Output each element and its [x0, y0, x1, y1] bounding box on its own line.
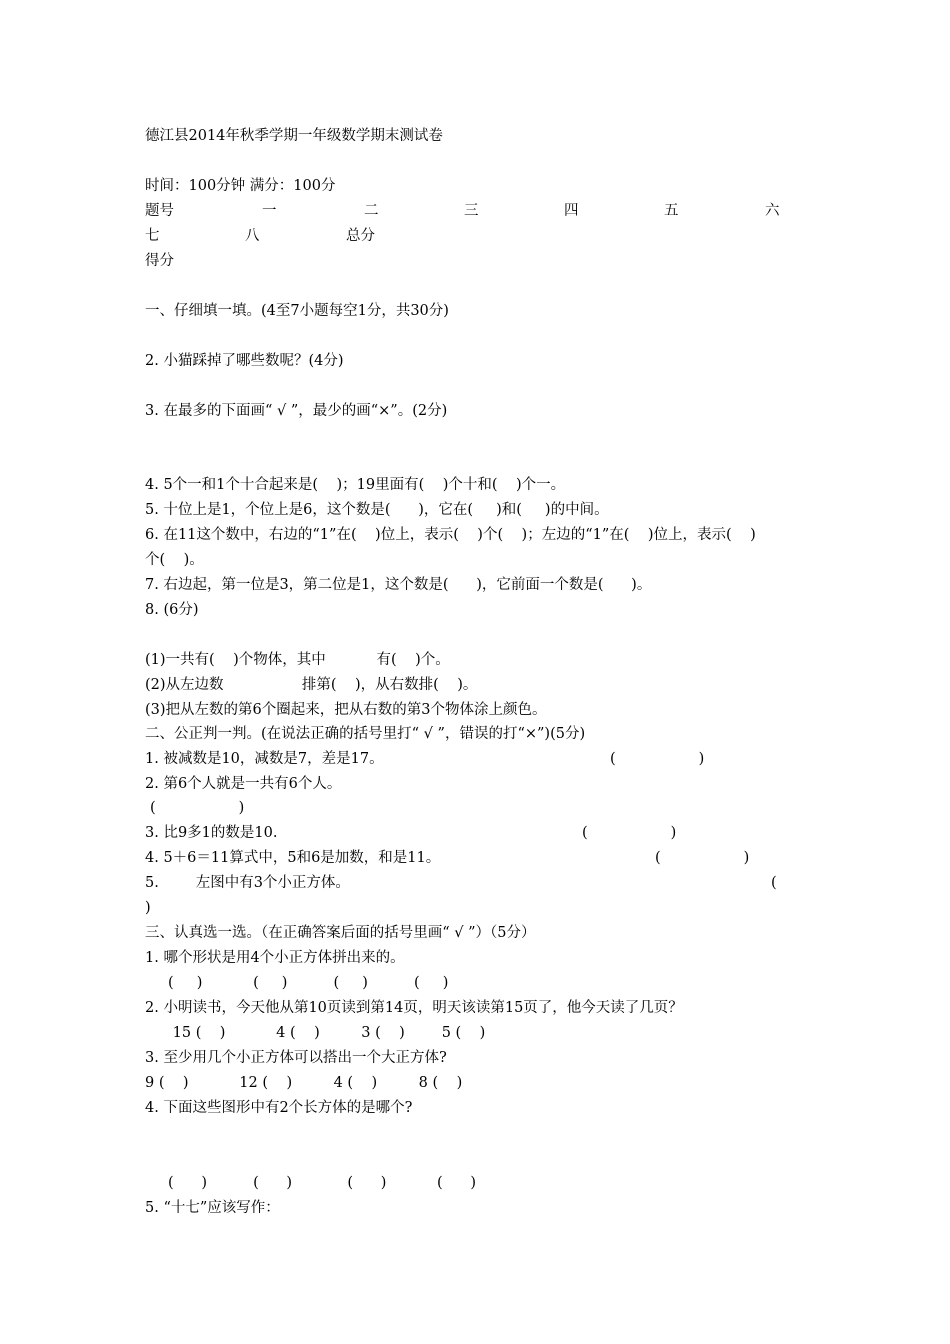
section1-heading: 一、仔细填一填。(4至7小题每空1分，共30分): [145, 303, 449, 319]
section2-q4: 4. 5＋6＝11算式中，5和6是加数，和是11。: [145, 850, 441, 866]
section3-q4: 4. 下面这些图形中有2个长方体的是哪个?: [145, 1100, 413, 1116]
section1-q8-3: (3)把从左数的第6个圈起来，把从右数的第3个物体涂上颜色。: [145, 702, 547, 718]
section1-q8-1: (1)一共有( )个物体，其中 有( )个。: [145, 652, 450, 668]
section3-q3: 3. 至少用几个小正方体可以搭出一个大正方体?: [145, 1050, 447, 1066]
score-table-label-number: 题号: [145, 203, 174, 219]
section1-q8-2: (2)从左边数 排第( )，从右数排( )。: [145, 677, 478, 693]
section2-q3: 3. 比9多1的数是10.: [145, 825, 278, 841]
section2-q2: 2. 第6个人就是一共有6个人。: [145, 776, 342, 792]
section3-q2-options[interactable]: 15 ( ) 4 ( ) 3 ( ) 5 ( ): [145, 1025, 486, 1041]
answer-bracket[interactable]: ( ): [582, 825, 677, 841]
section2-q1: 1. 被减数是10，减数是7，差是17。: [145, 751, 384, 767]
score-table-col: 一: [262, 203, 277, 219]
section1-q3: 3. 在最多的下面画“ √ ”，最少的画“×”。(2分): [145, 403, 448, 419]
section3-heading: 三、认真选一选。（在正确答案后面的括号里画“ √ ”）（5分）: [145, 925, 536, 941]
answer-bracket[interactable]: ( ): [610, 751, 705, 767]
score-table-col: 二: [364, 203, 379, 219]
section3-q3-options[interactable]: 9 ( ) 12 ( ) 4 ( ) 8 ( ): [145, 1075, 463, 1091]
section1-q5: 5. 十位上是1，个位上是6，这个数是( )，它在( )和( )的中间。: [145, 502, 609, 518]
section1-q6-line1: 6. 在11这个数中，右边的“1”在( )位上，表示( )个( )；左边的“1”在( )位上，表示( ): [145, 527, 756, 543]
section1-q7: 7. 右边起，第一位是3，第二位是1，这个数是( )，它前面一个数是( )。: [145, 577, 652, 593]
score-table-col: 三: [464, 203, 479, 219]
section3-q2: 2. 小明读书，今天他从第10页读到第14页，明天该读第15页了，他今天读了几页？: [145, 1000, 683, 1016]
section2-q5: 5. 左图中有3个小正方体。: [145, 875, 350, 891]
section1-q4: 4. 5个一和1个十合起来是( )；19里面有( )个十和( )个一。: [145, 477, 566, 493]
score-table-col: 八: [245, 228, 260, 244]
answer-bracket[interactable]: ( ): [150, 800, 245, 816]
score-table-col: 总分: [346, 228, 375, 244]
section3-q1: 1. 哪个形状是用4个小正方体拼出来的。: [145, 950, 405, 966]
score-table-label-score: 得分: [145, 253, 174, 269]
score-table-col: 六: [765, 203, 780, 219]
answer-bracket[interactable]: ( ): [655, 850, 750, 866]
score-table-col: 七: [145, 228, 160, 244]
section1-q2: 2. 小猫踩掉了哪些数呢？(4分): [145, 353, 344, 369]
exam-info: 时间：100分钟 满分：100分: [145, 178, 336, 194]
answer-bracket-close[interactable]: ): [145, 900, 151, 916]
section2-heading: 二、公正判一判。(在说法正确的括号里打“ √ ”，错误的打“×”)(5分): [145, 726, 586, 742]
answer-bracket-open[interactable]: (: [771, 875, 777, 891]
section3-q5: 5. “十七”应该写作：: [145, 1200, 280, 1216]
section3-q4-options[interactable]: ( ) ( ) ( ) ( ): [145, 1175, 477, 1191]
section1-q8: 8. (6分): [145, 602, 199, 618]
score-table-col: 五: [664, 203, 679, 219]
section3-q1-options[interactable]: ( ) ( ) ( ) ( ): [145, 975, 449, 991]
exam-title: 德江县2014年秋季学期一年级数学期末测试卷: [145, 128, 443, 144]
section1-q6-line2: 个( )。: [145, 552, 204, 568]
score-table-col: 四: [564, 203, 579, 219]
